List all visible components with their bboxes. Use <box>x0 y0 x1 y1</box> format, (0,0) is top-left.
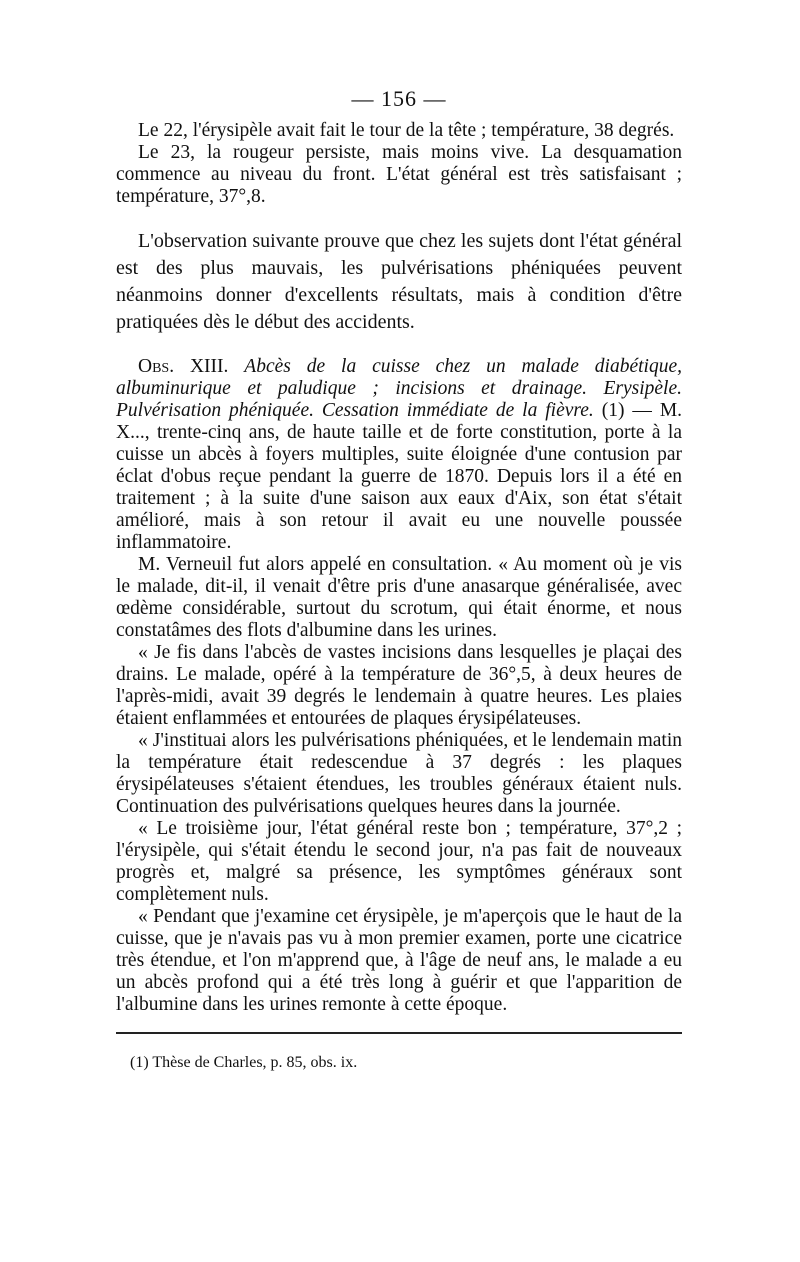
paragraph-cicatrice: « Pendant que j'examine cet érysipèle, je m'aperçois que le haut de la cuisse, que je n'avais pas vu à mon premier examen, porte une cicatrice très étendue, et l'on m'apprend que, à l'âge de neuf ans, le malade a eu un abcès profond qui a été très long à guérir et que l'apparition de l'albumine dans les urines remonte à cette époque. <box>116 906 682 1015</box>
paragraph-third-day: « Le troisième jour, l'état général reste bon ; température, 37°,2 ; l'érysipèle, qui s'était étendu le second jour, n'a pas fait de nouveaux progrès et, malgré sa présence, les symptômes généraux sont complètement nuls. <box>116 818 682 905</box>
paragraph-verneuil: M. Verneuil fut alors appelé en consultation. « Au moment où je vis le malade, dit-il, il venait d'être pris d'une anasarque généralisée, avec œdème considérable, surtout du scrotum, qui était énorme, et nous constatâmes des flots d'albumine dans les urines. <box>116 554 682 641</box>
page-number: — 156 — <box>351 86 447 111</box>
observation-body-start: M. X..., trente-cinq ans, de haute taille et de forte constitution, porte à la cuisse un abcès à foyers multiples, suite éloignée d'une contusion par éclat d'obus reçue pendant la guerre de 1870. Depuis lors il a été en traitement ; à la suite d'une saison aux eaux d'Aix, son état s'était amélioré, mais à son retour il avait eu une nouvelle poussée inflammatoire. <box>116 400 683 553</box>
book-page <box>116 84 682 1074</box>
footnote: (1) Thèse de Charles, p. 85, obs. ix. <box>130 1054 358 1071</box>
observation-label: Obs. XIII. <box>138 356 229 377</box>
observation-title: Abcès de la cuisse chez un malade diabétique, albuminurique et paludique ; incisions et drainage. Erysipèle. Pulvérisation phéniquée. Cessation immédiate de la fièvre. <box>116 356 683 421</box>
paragraph-day-22: Le 22, l'érysipèle avait fait le tour de la tête ; température, 38 degrés. <box>138 120 675 141</box>
paragraph-pulverisations: « J'instituai alors les pulvérisations phéniquées, et le lendemain matin la température était redescendue à 37 degrés : les plaques érysipélateuses s'étaient étendues, les troubles généraux étaient nuls. Continuation des pulvérisations quelques heures dans la journée. <box>116 730 682 817</box>
observation-heading <box>116 356 682 554</box>
footnote-divider <box>116 1032 682 1034</box>
paragraph-day-23: Le 23, la rougeur persiste, mais moins vive. La desquamation commence au niveau du front. L'état général est très satisfaisant ; température, 37°,8. <box>116 142 682 207</box>
footnote-reference: (1) — <box>601 400 652 421</box>
paragraph-incisions: « Je fis dans l'abcès de vastes incisions dans lesquelles je plaçai des drains. Le malade, opéré à la température de 36°,5, à deux heures de l'après-midi, avait 39 degrés le lendemain à quatre heures. Les plaies étaient enflammées et entourées de plaques érysipélateuses. <box>116 642 682 729</box>
paragraph-introduction: L'observation suivante prouve que chez les sujets dont l'état général est des plus mauvais, les pulvérisations phéniquées peuvent néanmoins donner d'excellents résultats, mais à condition d'être pratiquées dès le début des accidents. <box>116 230 682 333</box>
